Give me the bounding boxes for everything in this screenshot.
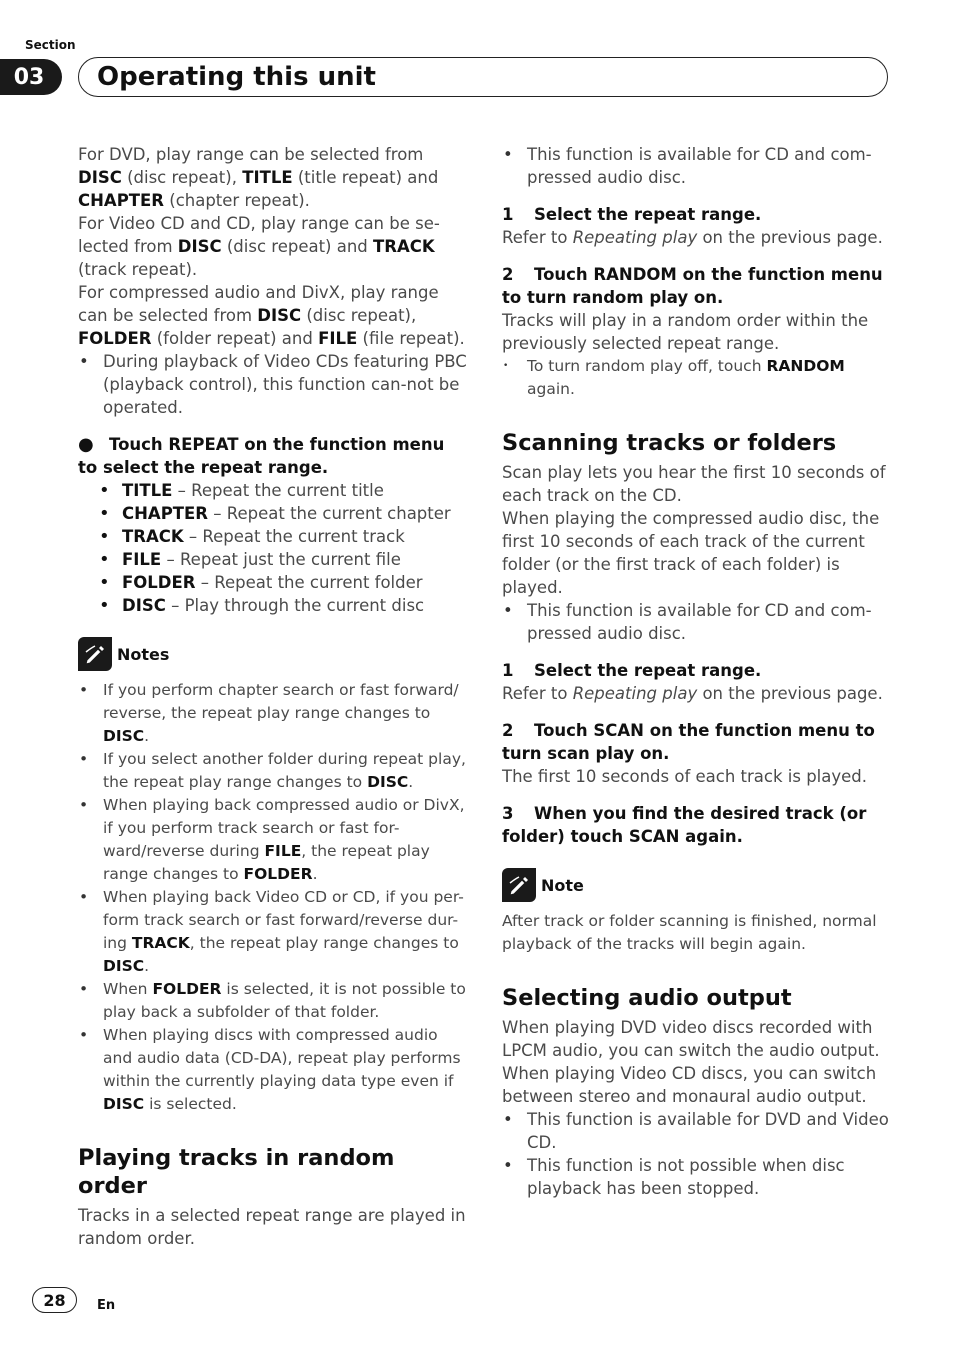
- audio-bullet-list: [502, 1108, 890, 1200]
- random-step-2-text: Tracks will play in a random order within the previously selected repeat range.: [502, 311, 869, 353]
- repeat-option-item: • CHAPTER – Repeat the current chapter: [78, 502, 468, 525]
- list-item: • To turn random play off, touch RANDOM again.: [502, 355, 890, 401]
- scan-step-1: 1 Select the repeat range.: [502, 661, 762, 680]
- page-title-bar: [78, 57, 888, 97]
- notes-pencil-icon: [78, 637, 112, 671]
- random-bullet-list: [502, 143, 890, 189]
- audio-text: When playing Video CD discs, you can switch between stereo and monaural audio output.: [502, 1064, 877, 1106]
- step-bullet-icon: ●: [78, 434, 94, 455]
- scan-step-2: 2 Touch SCAN on the function menu to turn scan play on.: [502, 721, 875, 763]
- repeat-option-item: • TITLE – Repeat the current title: [78, 479, 468, 502]
- note-item: • When playing back compressed audio or DivX, if you perform track search or fast for-ward/reverse during FILE, the repeat play range changes to FOLDER.: [78, 794, 468, 886]
- repeat-option-item: • TRACK – Repeat the current track: [78, 525, 468, 548]
- section-number-badge: 03: [0, 59, 62, 95]
- scan-step-3: 3 When you find the desired track (or folder) touch SCAN again.: [502, 804, 867, 846]
- list-item: • This function is available for CD and com-pressed audio disc.: [502, 599, 890, 645]
- note-header: [502, 868, 890, 902]
- intro-paragraph: For Video CD and CD, play range can be se-lected from DISC (disc repeat) and TRACK (track repeat).: [78, 214, 440, 279]
- audio-heading: Selecting audio output: [502, 985, 792, 1011]
- intro-paragraph: For compressed audio and DivX, play range can be selected from DISC (disc repeat), FOLDER (folder repeat) and FILE (file repeat).: [78, 283, 465, 348]
- scan-text: When playing the compressed audio disc, the first 10 seconds of each track of the current folder (or the first track of each folder) is played.: [502, 509, 880, 597]
- language-label: En: [97, 1298, 116, 1313]
- intro-paragraph: For DVD, play range can be selected from DISC (disc repeat), TITLE (title repeat) and CHAPTER (chapter repeat).: [78, 145, 439, 210]
- scan-text: Scan play lets you hear the first 10 seconds of each track on the CD.: [502, 463, 886, 505]
- repeat-option-item: • DISC – Play through the current disc: [78, 594, 468, 617]
- page-number: 28: [32, 1287, 77, 1313]
- repeat-option-item: • FILE – Repeat just the current file: [78, 548, 468, 571]
- random-step-1: 1 Select the repeat range.: [502, 205, 762, 224]
- note-text: After track or folder scanning is finished, normal playback of the tracks will begin again.: [502, 912, 877, 953]
- scan-step-1-ref: Refer to Repeating play on the previous page.: [502, 684, 883, 703]
- list-item: • This function is available for CD and com-pressed audio disc.: [502, 143, 890, 189]
- note-item: • If you select another folder during repeat play, the repeat play range changes to DISC.: [78, 748, 468, 794]
- scan-heading: Scanning tracks or folders: [502, 430, 837, 456]
- random-text: Tracks in a selected repeat range are played in random order.: [78, 1206, 466, 1248]
- note-item: • If you perform chapter search or fast forward/ reverse, the repeat play range changes to DISC.: [78, 679, 468, 748]
- notes-header: [78, 637, 468, 671]
- list-item: • This function is available for DVD and Video CD.: [502, 1108, 890, 1154]
- note-pencil-icon: [502, 868, 536, 902]
- random-step-2: 2 Touch RANDOM on the function menu to turn random play on.: [502, 265, 883, 307]
- scan-step-2-text: The first 10 seconds of each track is played.: [502, 767, 867, 786]
- repeat-step: [78, 433, 468, 479]
- note-label: Note: [541, 875, 584, 895]
- intro-bullet-list: [78, 350, 468, 419]
- random-step-1-ref: Refer to Repeating play on the previous page.: [502, 228, 883, 247]
- notes-list: [78, 679, 468, 1116]
- right-column: [502, 143, 890, 1200]
- audio-text: When playing DVD video discs recorded with LPCM audio, you can switch the audio output.: [502, 1018, 880, 1060]
- random-heading: Playing tracks in random order: [78, 1145, 395, 1199]
- scan-bullet-list: [502, 599, 890, 645]
- notes-label: Notes: [117, 644, 170, 664]
- left-column: [78, 143, 468, 1250]
- note-item: • When playing discs with compressed audio and audio data (CD-DA), repeat play performs within the currently playing data type even if DISC is selected.: [78, 1024, 468, 1116]
- random-off-list: [502, 355, 890, 401]
- note-item: • When FOLDER is selected, it is not possible to play back a subfolder of that folder.: [78, 978, 468, 1024]
- list-item: • This function is not possible when disc playback has been stopped.: [502, 1154, 890, 1200]
- note-item: • When playing back Video CD or CD, if you per-form track search or fast forward/reverse dur-ing TRACK, the repeat play range changes to DISC.: [78, 886, 468, 978]
- repeat-step-text: Touch REPEAT on the function menu to select the repeat range.: [78, 435, 445, 477]
- page-title: Operating this unit: [97, 62, 376, 92]
- section-label: Section: [25, 38, 76, 52]
- list-item: • During playback of Video CDs featuring PBC (playback control), this function can-not be operated.: [78, 350, 468, 419]
- repeat-options-list: [78, 479, 468, 617]
- repeat-option-item: • FOLDER – Repeat the current folder: [78, 571, 468, 594]
